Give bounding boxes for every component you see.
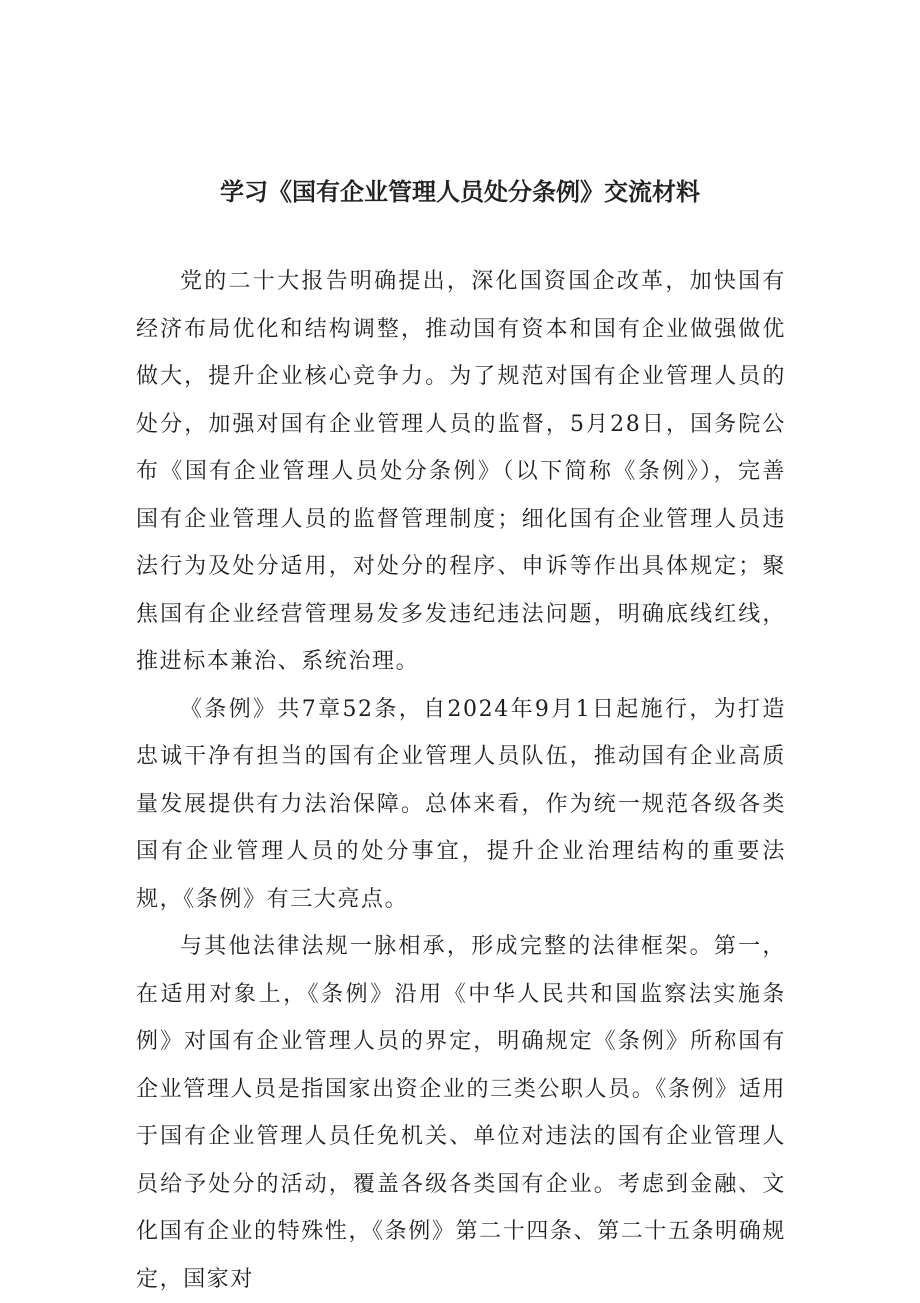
paragraph-2: 《条例》共7章52条，自2024年9月1日起施行，为打造忠诚干净有担当的国有企业管理人员队伍，推动国有企业高质量发展提供有力法治保障。总体来看，作为统一规范各级各类国有企业管理人员的处分事宜，提升企业治理结构的重要法规，《条例》有三大亮点。 (136, 696, 786, 912)
paragraph-1: 党的二十大报告明确提出，深化国资国企改革，加快国有经济布局优化和结构调整，推动国有资本和国有企业做强做优做大，提升企业核心竞争力。为了规范对国有企业管理人员的处分，加强对国有企业管理人员的监督，5月28日，国务院公布《国有企业管理人员处分条例》（以下简称《条例》），完善国有企业管理人员的监督管理制度；细化国有企业管理人员违法行为及处分适用，对处分的程序、申诉等作出具体规定；聚焦国有企业经营管理易发多发违纪违法问题，明确底线红线，推进标本兼治、系统治理。 (136, 269, 786, 674)
document-body (136, 258, 786, 1303)
paragraph-3: 与其他法律法规一脉相承，形成完整的法律框架。第一，在适用对象上，《条例》沿用《中华人民共和国监察法实施条例》对国有企业管理人员的界定，明确规定《条例》所称国有企业管理人员是指国家出资企业的三类公职人员。《条例》适用于国有企业管理人员任免机关、单位对违法的国有企业管理人员给予处分的活动，覆盖各级各类国有企业。考虑到金融、文化国有企业的特殊性，《条例》第二十四条、第二十五条明确规定，国家对 (136, 934, 786, 1292)
document-title: 学习《国有企业管理人员处分条例》交流材料 (220, 178, 700, 206)
